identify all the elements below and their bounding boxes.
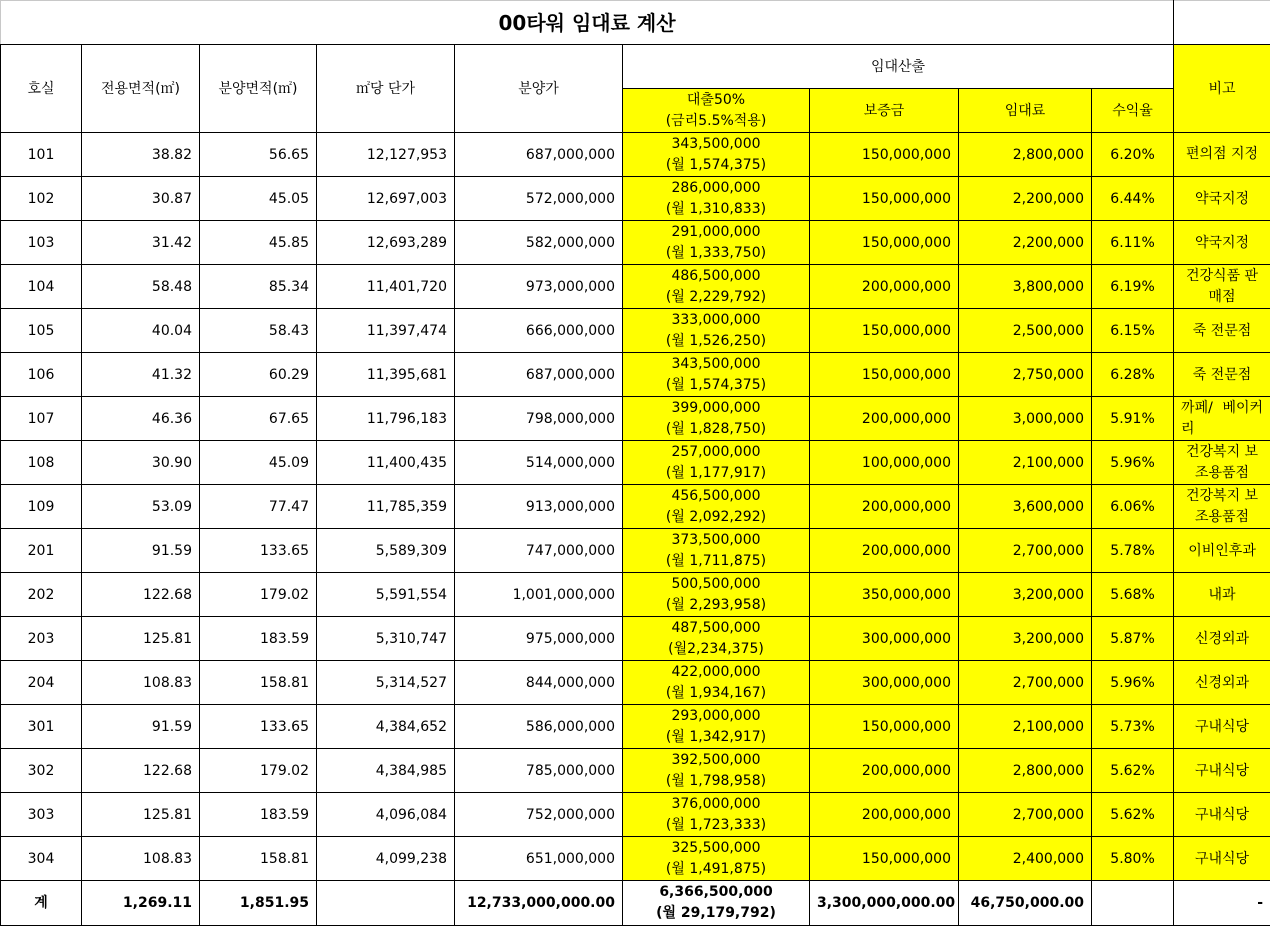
deposit-cell[interactable]: 200,000,000 (810, 265, 959, 309)
table-row (1, 221, 1270, 265)
deposit-cell[interactable]: 200,000,000 (810, 749, 959, 793)
header-exclusive-area[interactable]: 전용면적(㎡) (82, 45, 200, 133)
rent-cell[interactable]: 3,800,000 (959, 265, 1092, 309)
sale-area-cell[interactable]: 85.34 (200, 265, 317, 309)
loan-monthly: (월 2,229,792) (665, 288, 767, 305)
exclusive-area-cell[interactable]: 38.82 (82, 133, 200, 177)
total-sale-price-cell[interactable]: 12,733,000,000.00 (455, 881, 623, 926)
note-cell[interactable]: 편의점 지정 (1174, 133, 1270, 177)
note-cell[interactable]: 구내식당 (1174, 837, 1270, 881)
rent-cell[interactable]: 2,800,000 (959, 749, 1092, 793)
loan-cell[interactable] (623, 133, 810, 177)
exclusive-area-cell[interactable]: 53.09 (82, 485, 200, 529)
note-cell[interactable]: 신경외과 (1174, 617, 1270, 661)
note-cell[interactable]: 죽 전문점 (1174, 353, 1270, 397)
deposit-cell[interactable]: 200,000,000 (810, 793, 959, 837)
room-cell[interactable]: 106 (1, 353, 82, 397)
loan-cell[interactable] (623, 177, 810, 221)
deposit-cell[interactable]: 300,000,000 (810, 661, 959, 705)
exclusive-area-cell[interactable]: 30.90 (82, 441, 200, 485)
room-cell[interactable]: 301 (1, 705, 82, 749)
unit-price-cell[interactable]: 12,127,953 (317, 133, 455, 177)
yield-cell[interactable]: 5.62% (1092, 749, 1174, 793)
loan-cell[interactable] (623, 617, 810, 661)
deposit-cell[interactable]: 200,000,000 (810, 529, 959, 573)
note-cell[interactable]: 건강식품 판매점 (1174, 265, 1270, 309)
loan-cell[interactable] (623, 441, 810, 485)
note-cell[interactable]: 까페/ 베이커리 (1174, 397, 1270, 441)
note-cell[interactable]: 내과 (1174, 573, 1270, 617)
yield-cell[interactable]: 5.96% (1092, 441, 1174, 485)
sale-price-cell[interactable]: 514,000,000 (455, 441, 623, 485)
exclusive-area-cell[interactable]: 122.68 (82, 749, 200, 793)
sale-price-cell[interactable]: 666,000,000 (455, 309, 623, 353)
loan-amount: 500,500,000 (671, 575, 761, 592)
exclusive-area-cell[interactable]: 122.68 (82, 573, 200, 617)
room-cell[interactable]: 303 (1, 793, 82, 837)
total-unit-price-cell[interactable] (317, 881, 455, 926)
sale-price-cell[interactable]: 582,000,000 (455, 221, 623, 265)
total-exclusive-area-cell[interactable]: 1,269.11 (82, 881, 200, 926)
note-cell[interactable]: 죽 전문점 (1174, 309, 1270, 353)
table-row (1, 353, 1270, 397)
table-row (1, 485, 1270, 529)
header-loan-line2: (금리5.5%적용) (665, 112, 767, 129)
yield-cell[interactable]: 5.91% (1092, 397, 1174, 441)
yield-cell[interactable]: 6.20% (1092, 133, 1174, 177)
sale-area-cell[interactable]: 60.29 (200, 353, 317, 397)
loan-amount: 487,500,000 (671, 619, 761, 636)
exclusive-area-cell[interactable]: 41.32 (82, 353, 200, 397)
table-row (1, 177, 1270, 221)
loan-amount: 343,500,000 (671, 135, 761, 152)
rent-cell[interactable]: 2,100,000 (959, 705, 1092, 749)
sale-area-cell[interactable]: 77.47 (200, 485, 317, 529)
unit-price-cell[interactable]: 5,310,747 (317, 617, 455, 661)
header-rent[interactable]: 임대료 (959, 89, 1092, 133)
sale-price-cell[interactable]: 798,000,000 (455, 397, 623, 441)
yield-cell[interactable]: 5.73% (1092, 705, 1174, 749)
unit-price-cell[interactable]: 11,401,720 (317, 265, 455, 309)
table-row (1, 573, 1270, 617)
rent-cell[interactable]: 2,750,000 (959, 353, 1092, 397)
note-cell[interactable]: 약국지정 (1174, 221, 1270, 265)
loan-cell[interactable] (623, 661, 810, 705)
loan-cell[interactable] (623, 353, 810, 397)
rent-cell[interactable]: 3,200,000 (959, 573, 1092, 617)
loan-monthly: (월 1,711,875) (665, 552, 767, 569)
total-yield-cell[interactable] (1092, 881, 1174, 926)
rent-cell[interactable]: 2,200,000 (959, 177, 1092, 221)
total-label-cell[interactable]: 계 (1, 881, 82, 926)
loan-monthly: (월 1,310,833) (665, 200, 767, 217)
loan-monthly: (월 1,934,167) (665, 684, 767, 701)
room-cell[interactable]: 204 (1, 661, 82, 705)
loan-amount: 399,000,000 (671, 399, 761, 416)
yield-cell[interactable]: 6.15% (1092, 309, 1174, 353)
header-yield[interactable]: 수익율 (1092, 89, 1174, 133)
exclusive-area-cell[interactable]: 58.48 (82, 265, 200, 309)
note-cell[interactable]: 건강복지 보조용품점 (1174, 485, 1270, 529)
sale-price-cell[interactable]: 752,000,000 (455, 793, 623, 837)
sale-price-cell[interactable]: 687,000,000 (455, 353, 623, 397)
table-row (1, 749, 1270, 793)
loan-amount: 376,000,000 (671, 795, 761, 812)
loan-cell[interactable] (623, 705, 810, 749)
room-cell[interactable]: 202 (1, 573, 82, 617)
loan-monthly: (월 1,798,958) (665, 772, 767, 789)
loan-amount: 291,000,000 (671, 223, 761, 240)
sale-price-cell[interactable]: 785,000,000 (455, 749, 623, 793)
yield-cell[interactable]: 6.19% (1092, 265, 1174, 309)
unit-price-cell[interactable]: 11,395,681 (317, 353, 455, 397)
total-note-cell[interactable]: - (1174, 881, 1270, 926)
unit-price-cell[interactable]: 12,697,003 (317, 177, 455, 221)
loan-amount: 333,000,000 (671, 311, 761, 328)
sale-price-cell[interactable]: 913,000,000 (455, 485, 623, 529)
loan-amount: 456,500,000 (671, 487, 761, 504)
loan-cell[interactable] (623, 397, 810, 441)
room-cell[interactable]: 104 (1, 265, 82, 309)
sale-area-cell[interactable]: 133.65 (200, 705, 317, 749)
table-row (1, 529, 1270, 573)
loan-cell[interactable] (623, 221, 810, 265)
header-loan[interactable] (623, 89, 810, 133)
loan-monthly: (월 1,491,875) (665, 860, 767, 877)
loan-cell[interactable] (623, 485, 810, 529)
total-loan-cell[interactable] (623, 881, 810, 926)
loan-amount: 293,000,000 (671, 707, 761, 724)
total-sale-area-cell[interactable]: 1,851.95 (200, 881, 317, 926)
sheet-title[interactable]: 00타워 임대료 계산 (1, 1, 1174, 45)
yield-cell[interactable]: 6.44% (1092, 177, 1174, 221)
loan-monthly: (월 1,828,750) (665, 420, 767, 437)
yield-cell[interactable]: 6.06% (1092, 485, 1174, 529)
deposit-cell[interactable]: 150,000,000 (810, 353, 959, 397)
loan-monthly: (월 1,177,917) (665, 464, 767, 481)
note-cell[interactable]: 이비인후과 (1174, 529, 1270, 573)
deposit-cell[interactable]: 200,000,000 (810, 397, 959, 441)
rent-cell[interactable]: 2,700,000 (959, 529, 1092, 573)
sale-area-cell[interactable]: 183.59 (200, 793, 317, 837)
exclusive-area-cell[interactable]: 40.04 (82, 309, 200, 353)
rent-cell[interactable]: 2,800,000 (959, 133, 1092, 177)
exclusive-area-cell[interactable]: 91.59 (82, 705, 200, 749)
deposit-cell[interactable]: 150,000,000 (810, 837, 959, 881)
sale-price-cell[interactable]: 651,000,000 (455, 837, 623, 881)
header-loan-line1: 대출50% (686, 91, 746, 108)
deposit-cell[interactable]: 350,000,000 (810, 573, 959, 617)
loan-monthly: (월 2,293,958) (665, 596, 767, 613)
sale-price-cell[interactable]: 747,000,000 (455, 529, 623, 573)
sale-area-cell[interactable]: 58.43 (200, 309, 317, 353)
room-cell[interactable]: 203 (1, 617, 82, 661)
loan-monthly: (월 1,574,375) (665, 376, 767, 393)
sale-area-cell[interactable]: 158.81 (200, 837, 317, 881)
rent-cell[interactable]: 2,100,000 (959, 441, 1092, 485)
unit-price-cell[interactable]: 11,785,359 (317, 485, 455, 529)
loan-monthly: (월 1,333,750) (665, 244, 767, 261)
sale-area-cell[interactable]: 179.02 (200, 573, 317, 617)
loan-amount: 325,500,000 (671, 839, 761, 856)
loan-cell[interactable] (623, 793, 810, 837)
deposit-cell[interactable]: 150,000,000 (810, 177, 959, 221)
unit-price-cell[interactable]: 12,693,289 (317, 221, 455, 265)
header-note[interactable]: 비고 (1174, 45, 1270, 133)
yield-cell[interactable]: 5.62% (1092, 793, 1174, 837)
loan-monthly: (월 1,526,250) (665, 332, 767, 349)
sale-area-cell[interactable]: 183.59 (200, 617, 317, 661)
room-cell[interactable]: 302 (1, 749, 82, 793)
sale-area-cell[interactable]: 67.65 (200, 397, 317, 441)
header-unit-price[interactable]: ㎡당 단가 (317, 45, 455, 133)
exclusive-area-cell[interactable]: 125.81 (82, 617, 200, 661)
loan-amount: 392,500,000 (671, 751, 761, 768)
rent-cell[interactable]: 2,500,000 (959, 309, 1092, 353)
sale-price-cell[interactable]: 973,000,000 (455, 265, 623, 309)
header-rent-calc[interactable]: 임대산출 (623, 45, 1174, 89)
loan-monthly: (월 2,092,292) (665, 508, 767, 525)
unit-price-cell[interactable]: 4,384,652 (317, 705, 455, 749)
sale-price-cell[interactable]: 1,001,000,000 (455, 573, 623, 617)
room-cell[interactable]: 201 (1, 529, 82, 573)
loan-cell[interactable] (623, 309, 810, 353)
rent-cell[interactable]: 2,700,000 (959, 793, 1092, 837)
loan-monthly: (월 1,723,333) (665, 816, 767, 833)
table-row (1, 705, 1270, 749)
table-row (1, 133, 1270, 177)
unit-price-cell[interactable]: 11,400,435 (317, 441, 455, 485)
note-cell[interactable]: 건강복지 보조용품점 (1174, 441, 1270, 485)
room-cell[interactable]: 103 (1, 221, 82, 265)
loan-cell[interactable] (623, 749, 810, 793)
deposit-cell[interactable]: 100,000,000 (810, 441, 959, 485)
yield-cell[interactable]: 5.96% (1092, 661, 1174, 705)
loan-cell[interactable] (623, 265, 810, 309)
title-side-cell[interactable] (1174, 1, 1270, 45)
room-cell[interactable]: 107 (1, 397, 82, 441)
loan-amount: 343,500,000 (671, 355, 761, 372)
sale-area-cell[interactable]: 179.02 (200, 749, 317, 793)
exclusive-area-cell[interactable]: 46.36 (82, 397, 200, 441)
loan-monthly: (월 1,574,375) (665, 156, 767, 173)
note-cell[interactable]: 구내식당 (1174, 705, 1270, 749)
sale-area-cell[interactable]: 158.81 (200, 661, 317, 705)
loan-amount: 257,000,000 (671, 443, 761, 460)
unit-price-cell[interactable]: 4,099,238 (317, 837, 455, 881)
loan-amount: 422,000,000 (671, 663, 761, 680)
total-loan-amount: 6,366,500,000 (659, 884, 773, 900)
sale-area-cell[interactable]: 133.65 (200, 529, 317, 573)
room-cell[interactable]: 105 (1, 309, 82, 353)
deposit-cell[interactable]: 300,000,000 (810, 617, 959, 661)
table-row (1, 309, 1270, 353)
total-loan-monthly: (월 29,179,792) (656, 905, 776, 921)
loan-cell[interactable] (623, 837, 810, 881)
room-cell[interactable]: 102 (1, 177, 82, 221)
table-row (1, 837, 1270, 881)
loan-cell[interactable] (623, 529, 810, 573)
table-row (1, 793, 1270, 837)
total-deposit-cell[interactable]: 3,300,000,000.00 (810, 881, 959, 926)
header-sale-price[interactable]: 분양가 (455, 45, 623, 133)
header-room[interactable]: 호실 (1, 45, 82, 133)
unit-price-cell[interactable]: 4,384,985 (317, 749, 455, 793)
rent-cell[interactable]: 3,200,000 (959, 617, 1092, 661)
table-row (1, 617, 1270, 661)
room-cell[interactable]: 109 (1, 485, 82, 529)
sale-area-cell[interactable]: 45.05 (200, 177, 317, 221)
rent-cell[interactable]: 3,600,000 (959, 485, 1092, 529)
yield-cell[interactable]: 5.80% (1092, 837, 1174, 881)
deposit-cell[interactable]: 150,000,000 (810, 309, 959, 353)
total-rent-cell[interactable]: 46,750,000.00 (959, 881, 1092, 926)
sale-price-cell[interactable]: 687,000,000 (455, 133, 623, 177)
sale-price-cell[interactable]: 844,000,000 (455, 661, 623, 705)
sale-price-cell[interactable]: 975,000,000 (455, 617, 623, 661)
loan-monthly: (월2,234,375) (668, 640, 764, 657)
rent-cell[interactable]: 2,700,000 (959, 661, 1092, 705)
deposit-cell[interactable]: 150,000,000 (810, 705, 959, 749)
header-deposit[interactable]: 보증금 (810, 89, 959, 133)
table-row (1, 441, 1270, 485)
table-row (1, 661, 1270, 705)
yield-cell[interactable]: 5.78% (1092, 529, 1174, 573)
rent-cell[interactable]: 2,400,000 (959, 837, 1092, 881)
loan-amount: 286,000,000 (671, 179, 761, 196)
room-cell[interactable]: 108 (1, 441, 82, 485)
note-cell[interactable]: 신경외과 (1174, 661, 1270, 705)
loan-monthly: (월 1,342,917) (665, 728, 767, 745)
yield-cell[interactable]: 5.68% (1092, 573, 1174, 617)
exclusive-area-cell[interactable]: 31.42 (82, 221, 200, 265)
deposit-cell[interactable]: 150,000,000 (810, 133, 959, 177)
sale-price-cell[interactable]: 586,000,000 (455, 705, 623, 749)
note-cell[interactable]: 약국지정 (1174, 177, 1270, 221)
loan-cell[interactable] (623, 573, 810, 617)
unit-price-cell[interactable]: 11,796,183 (317, 397, 455, 441)
loan-amount: 486,500,000 (671, 267, 761, 284)
note-cell[interactable]: 구내식당 (1174, 793, 1270, 837)
exclusive-area-cell[interactable]: 91.59 (82, 529, 200, 573)
sale-area-cell[interactable]: 45.85 (200, 221, 317, 265)
exclusive-area-cell[interactable]: 125.81 (82, 793, 200, 837)
unit-price-cell[interactable]: 5,591,554 (317, 573, 455, 617)
rent-cell[interactable]: 2,200,000 (959, 221, 1092, 265)
unit-price-cell[interactable]: 11,397,474 (317, 309, 455, 353)
exclusive-area-cell[interactable]: 30.87 (82, 177, 200, 221)
rent-cell[interactable]: 3,000,000 (959, 397, 1092, 441)
deposit-cell[interactable]: 150,000,000 (810, 221, 959, 265)
unit-price-cell[interactable]: 4,096,084 (317, 793, 455, 837)
sale-area-cell[interactable]: 56.65 (200, 133, 317, 177)
unit-price-cell[interactable]: 5,589,309 (317, 529, 455, 573)
unit-price-cell[interactable]: 5,314,527 (317, 661, 455, 705)
loan-amount: 373,500,000 (671, 531, 761, 548)
note-cell[interactable]: 구내식당 (1174, 749, 1270, 793)
table-row (1, 397, 1270, 441)
exclusive-area-cell[interactable]: 108.83 (82, 837, 200, 881)
total-row (1, 881, 1270, 926)
sale-price-cell[interactable]: 572,000,000 (455, 177, 623, 221)
sale-area-cell[interactable]: 45.09 (200, 441, 317, 485)
yield-cell[interactable]: 5.87% (1092, 617, 1174, 661)
header-sale-area[interactable]: 분양면적(㎡) (200, 45, 317, 133)
deposit-cell[interactable]: 200,000,000 (810, 485, 959, 529)
room-cell[interactable]: 304 (1, 837, 82, 881)
exclusive-area-cell[interactable]: 108.83 (82, 661, 200, 705)
room-cell[interactable]: 101 (1, 133, 82, 177)
yield-cell[interactable]: 6.28% (1092, 353, 1174, 397)
table-row (1, 265, 1270, 309)
yield-cell[interactable]: 6.11% (1092, 221, 1174, 265)
